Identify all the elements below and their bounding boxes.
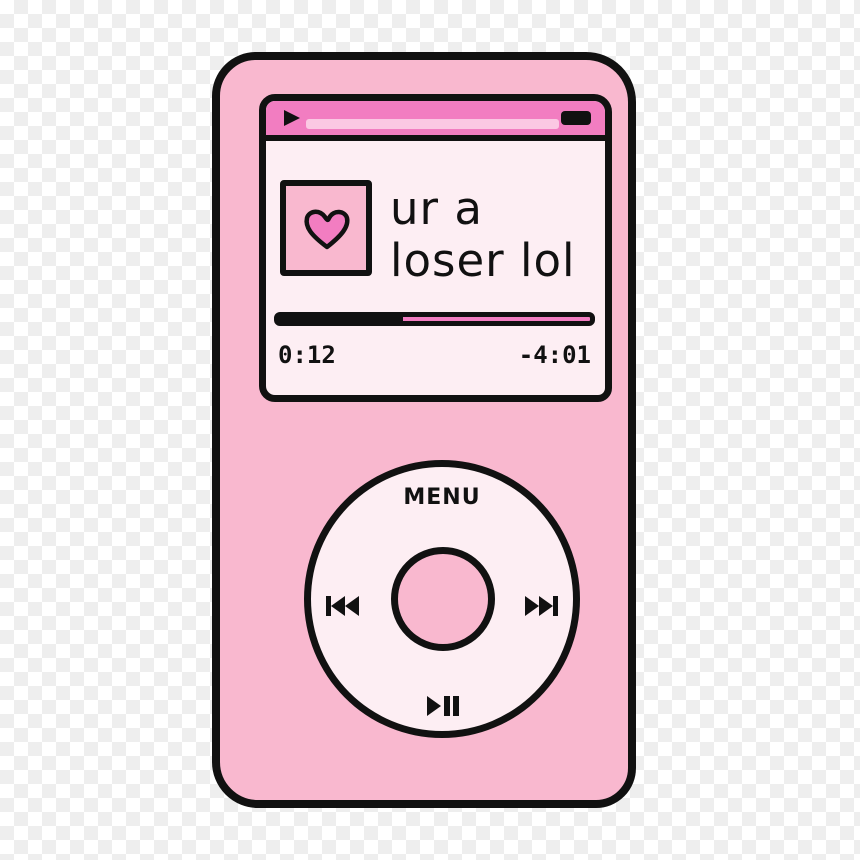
- play-pause-icon[interactable]: [423, 691, 463, 721]
- ipod-device: [212, 52, 636, 808]
- center-select-button[interactable]: [391, 547, 495, 651]
- battery-icon: [561, 111, 591, 125]
- heart-icon: [301, 203, 353, 255]
- menu-button[interactable]: MENU: [403, 485, 481, 510]
- status-bar-highlight: [306, 119, 559, 129]
- play-icon: [284, 110, 300, 126]
- next-track-icon[interactable]: [521, 591, 561, 621]
- player-screen: [259, 94, 612, 402]
- click-wheel[interactable]: [304, 460, 580, 738]
- screen-status-bar: [266, 101, 605, 141]
- progress-fill: [279, 317, 403, 321]
- elapsed-time: 0:12: [278, 341, 336, 369]
- remaining-time: -4:01: [518, 341, 591, 369]
- album-art: [280, 180, 372, 276]
- playback-progress-bar[interactable]: [274, 312, 595, 326]
- previous-track-icon[interactable]: [323, 591, 363, 621]
- song-title: ur a loser lol: [390, 182, 576, 287]
